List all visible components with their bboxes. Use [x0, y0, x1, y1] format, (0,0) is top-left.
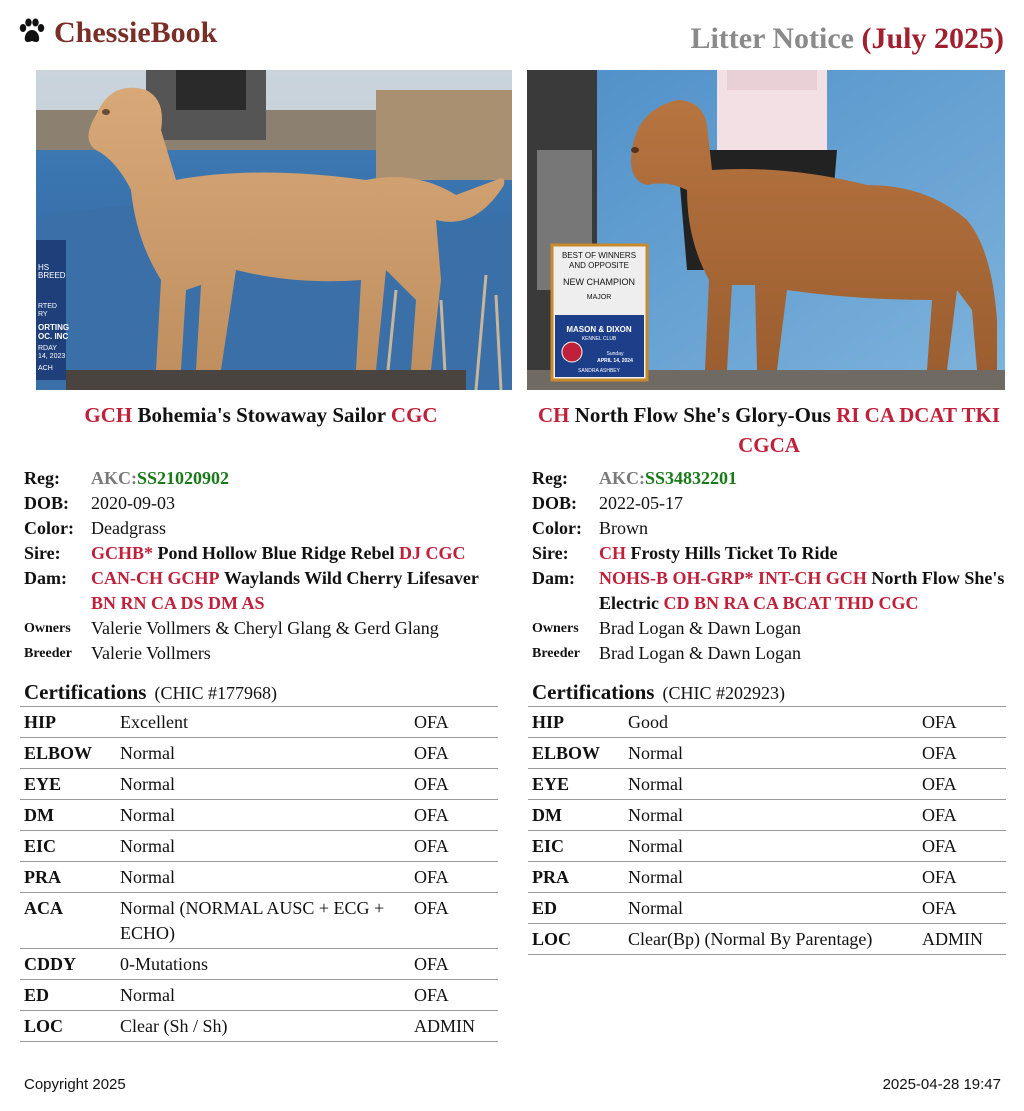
cert-result: 0-Mutations: [116, 949, 410, 980]
cert-result: Normal: [116, 831, 410, 862]
cert-source: OFA: [410, 862, 498, 893]
breeder-value: Valerie Vollmers: [91, 643, 211, 663]
sign-text: MASON & DIXON: [566, 325, 632, 334]
cert-result: Good: [624, 707, 918, 738]
color-label: Color:: [24, 518, 74, 538]
reg-number[interactable]: SS21020902: [137, 468, 230, 488]
cert-test: CDDY: [20, 949, 116, 980]
owners-label: Owners: [532, 621, 579, 636]
sire-photo: [36, 70, 512, 390]
cert-test: LOC: [20, 1011, 116, 1042]
dam-label: Dam:: [532, 568, 575, 588]
dob-label: DOB:: [532, 493, 577, 513]
cert-result: Clear (Sh / Sh): [116, 1011, 410, 1042]
cert-result: Normal: [624, 738, 918, 769]
table-row: [20, 831, 498, 862]
litter-notice-title: [690, 22, 1004, 56]
cert-source: OFA: [410, 800, 498, 831]
dam-title: [532, 400, 1006, 460]
cert-result: Normal: [624, 800, 918, 831]
chic-number: (CHIC #177968): [154, 683, 277, 703]
cert-result: Normal: [116, 769, 410, 800]
color-label: Color:: [532, 518, 582, 538]
cert-result: Normal: [116, 980, 410, 1011]
sign-line: RTED: [38, 303, 57, 310]
cert-test: DM: [20, 800, 116, 831]
timestamp: 2025-04-28 19:47: [882, 1076, 1001, 1093]
table-row: [528, 800, 1006, 831]
notice-label: Litter Notice: [690, 22, 854, 55]
dob-value: 2022-05-17: [599, 493, 683, 513]
chic-number: (CHIC #202923): [662, 683, 785, 703]
dog-name: North Flow She's Glory-Ous: [574, 403, 831, 427]
cert-result: Normal (NORMAL AUSC + ECG + ECHO): [116, 893, 410, 949]
reg-org: AKC:: [91, 468, 137, 488]
dam-label: Dam:: [24, 568, 67, 588]
cert-source: OFA: [918, 707, 1006, 738]
dam-row: [24, 566, 498, 616]
cert-source: OFA: [410, 893, 498, 949]
reg-org: AKC:: [599, 468, 645, 488]
dam-suffix: CD BN RA CA BCAT THD CGC: [663, 593, 919, 613]
breeder-label: Breeder: [532, 646, 580, 661]
cert-test: ED: [20, 980, 116, 1011]
table-row: [20, 949, 498, 980]
cert-result: Normal: [624, 862, 918, 893]
certifications-label: Certifications: [24, 680, 147, 704]
cert-test: PRA: [20, 862, 116, 893]
dam-column: [532, 400, 1006, 955]
reg-row: [24, 466, 498, 491]
table-row: [528, 707, 1006, 738]
sire-title: [24, 400, 498, 460]
cert-test: DM: [528, 800, 624, 831]
cert-source: OFA: [410, 949, 498, 980]
breeder-row: [24, 641, 498, 666]
cert-result: Normal: [116, 800, 410, 831]
dam-prefix: NOHS-B OH-GRP* INT-CH GCH: [599, 568, 867, 588]
owners-value: Valerie Vollmers & Cheryl Glang & Gerd Glang: [91, 618, 439, 638]
table-row: [528, 924, 1006, 955]
sire-info: [24, 466, 498, 666]
owners-row: [24, 616, 498, 641]
cert-result: Normal: [624, 893, 918, 924]
title-prefix: GCH: [84, 403, 133, 427]
sign-line: BREED: [38, 271, 66, 280]
sign-line: RY: [38, 311, 48, 318]
table-row: [528, 862, 1006, 893]
cert-result: Clear(Bp) (Normal By Parentage): [624, 924, 918, 955]
dam-info: [532, 466, 1006, 666]
cert-test: HIP: [528, 707, 624, 738]
sire-column: [24, 400, 498, 1042]
table-row: [528, 831, 1006, 862]
cert-result: Normal: [624, 831, 918, 862]
cert-source: OFA: [410, 738, 498, 769]
cert-source: ADMIN: [918, 924, 1006, 955]
cert-test: LOC: [528, 924, 624, 955]
sign-line: RDAY: [38, 345, 57, 352]
dob-label: DOB:: [24, 493, 69, 513]
title-prefix: CH: [537, 403, 570, 427]
cert-test: HIP: [20, 707, 116, 738]
cert-test: ACA: [20, 893, 116, 949]
dam-row: [532, 566, 1006, 616]
table-row: [528, 893, 1006, 924]
cert-test: PRA: [528, 862, 624, 893]
dam-suffix: BN RN CA DS DM AS: [91, 593, 265, 613]
cert-source: ADMIN: [410, 1011, 498, 1042]
cert-test: ED: [528, 893, 624, 924]
breeder-label: Breeder: [24, 646, 72, 661]
cert-result: Normal: [624, 769, 918, 800]
dob-row: [532, 491, 1006, 516]
certifications-heading: [532, 680, 1006, 706]
breeder-row: [532, 641, 1006, 666]
cert-source: OFA: [410, 707, 498, 738]
dam-prefix: CAN-CH GCHP: [91, 568, 220, 588]
cert-result: Normal: [116, 862, 410, 893]
cert-source: OFA: [410, 980, 498, 1011]
sire-name[interactable]: Frosty Hills Ticket To Ride: [630, 543, 838, 563]
reg-label: Reg:: [24, 468, 60, 488]
sire-label: Sire:: [532, 543, 569, 563]
table-row: [20, 707, 498, 738]
reg-number[interactable]: SS34832201: [645, 468, 738, 488]
sire-row: [24, 541, 498, 566]
cert-test: EYE: [528, 769, 624, 800]
sign-line: ACH: [38, 365, 53, 372]
reg-label: Reg:: [532, 468, 568, 488]
copyright: Copyright 2025: [24, 1076, 126, 1093]
color-value: Brown: [599, 518, 648, 538]
certifications-table: [528, 706, 1006, 955]
table-row: [20, 769, 498, 800]
cert-test: ELBOW: [528, 738, 624, 769]
sire-label: Sire:: [24, 543, 61, 563]
table-row: [20, 800, 498, 831]
sign-text: KENNEL CLUB: [581, 336, 617, 342]
award-sign: [552, 245, 647, 380]
sire-name[interactable]: Pond Hollow Blue Ridge Rebel: [157, 543, 395, 563]
cert-test: EIC: [528, 831, 624, 862]
dam-photo: [527, 70, 1005, 390]
color-row: [532, 516, 1006, 541]
notice-date: (July 2025): [861, 22, 1004, 55]
cert-result: Excellent: [116, 707, 410, 738]
cert-source: OFA: [918, 831, 1006, 862]
owners-label: Owners: [24, 621, 71, 636]
sign-line: OC. INC: [38, 332, 69, 341]
sign-text: Sunday: [606, 351, 624, 357]
sign-text: AND OPPOSITE: [568, 261, 630, 270]
cert-source: OFA: [410, 769, 498, 800]
cert-source: OFA: [918, 862, 1006, 893]
cert-test: EIC: [20, 831, 116, 862]
dam-name[interactable]: North Flow She's Electric: [599, 568, 1005, 613]
breeder-value: Brad Logan & Dawn Logan: [599, 643, 801, 663]
owners-value: Brad Logan & Dawn Logan: [599, 618, 801, 638]
table-row: [20, 980, 498, 1011]
sign-text: MAJOR: [586, 294, 612, 301]
sign-line: 14, 2023: [38, 353, 66, 360]
dob-value: 2020-09-03: [91, 493, 175, 513]
color-row: [24, 516, 498, 541]
brand-name: ChessieBook: [54, 16, 218, 49]
sign-text: BEST OF WINNERS: [561, 251, 637, 260]
cert-test: ELBOW: [20, 738, 116, 769]
table-row: [20, 738, 498, 769]
sign-line: HS: [38, 263, 50, 272]
certifications-label: Certifications: [532, 680, 655, 704]
brand[interactable]: [18, 16, 217, 50]
cert-source: OFA: [918, 769, 1006, 800]
sire-suffix: DJ CGC: [399, 543, 466, 563]
title-suffix: CGC: [390, 403, 438, 427]
cert-source: OFA: [918, 893, 1006, 924]
title-suffix: RI CA DCAT TKI CGCA: [738, 403, 1001, 457]
cert-result: Normal: [116, 738, 410, 769]
table-row: [20, 893, 498, 949]
sign-text: NEW CHAMPION: [563, 277, 635, 287]
cert-source: OFA: [918, 738, 1006, 769]
table-row: [20, 1011, 498, 1042]
page-header: [18, 14, 1004, 58]
cert-test: EYE: [20, 769, 116, 800]
cert-source: OFA: [918, 800, 1006, 831]
sign-text: SANDRA ASHBEY: [578, 368, 620, 374]
owners-row: [532, 616, 1006, 641]
certifications-heading: [24, 680, 498, 706]
sign-text: APRIL 14, 2024: [597, 358, 633, 364]
table-row: [20, 862, 498, 893]
certifications-table: [20, 706, 498, 1042]
dog-name: Bohemia's Stowaway Sailor: [137, 403, 386, 427]
reg-row: [532, 466, 1006, 491]
cert-source: OFA: [410, 831, 498, 862]
sire-row: [532, 541, 1006, 566]
table-row: [528, 769, 1006, 800]
color-value: Deadgrass: [91, 518, 166, 538]
dam-name[interactable]: Waylands Wild Cherry Lifesaver: [224, 568, 479, 588]
table-row: [528, 738, 1006, 769]
paw-icon: [18, 18, 46, 44]
sign-line: ORTING: [38, 323, 70, 332]
dob-row: [24, 491, 498, 516]
sire-prefix: CH: [599, 543, 626, 563]
sire-prefix: GCHB*: [91, 543, 154, 563]
